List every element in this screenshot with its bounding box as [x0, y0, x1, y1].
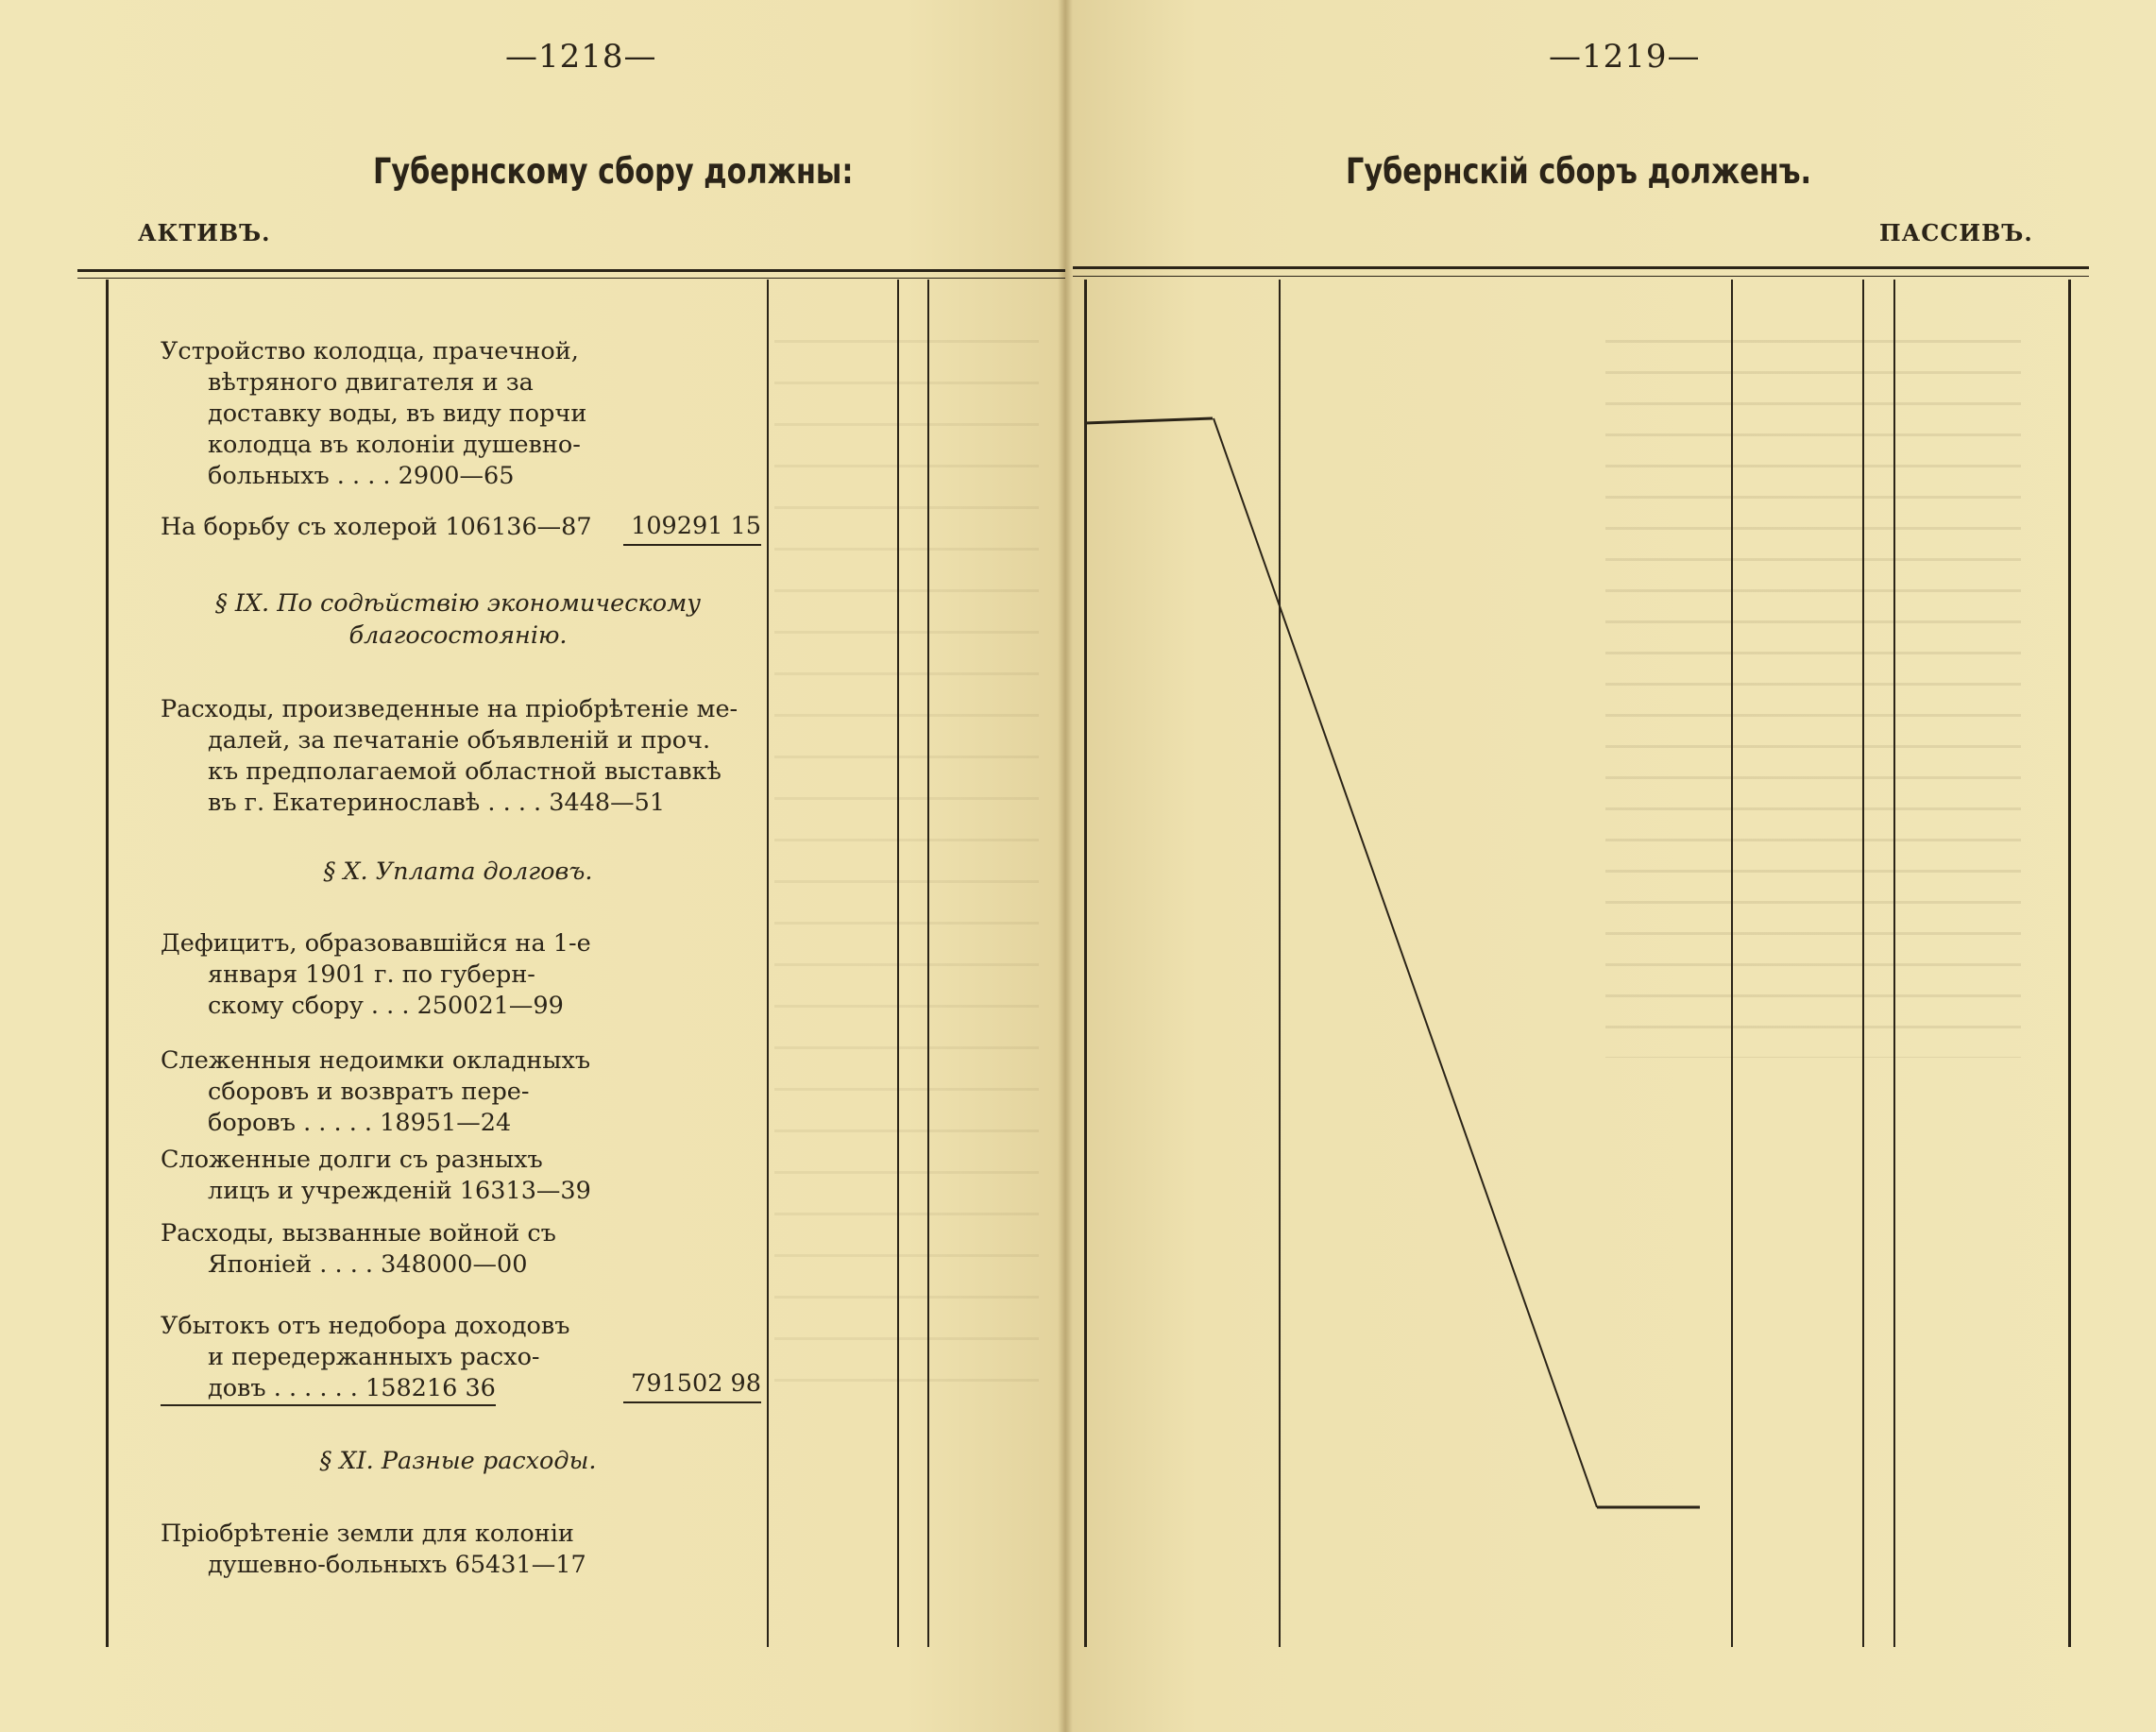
entry-line: Сложенные долги съ разныхъ	[161, 1146, 543, 1174]
top-rule-left	[77, 269, 1065, 272]
entry-line: сборовъ и возвратъ пере-	[208, 1078, 530, 1106]
section-line: § IX. По содѣйствію экономическому	[214, 589, 702, 618]
entry-line: доставку воды, въ виду порчи	[208, 399, 587, 428]
column-rule	[927, 280, 929, 1647]
page-number: —1219—	[1549, 38, 1701, 76]
entry-line: Японіей . . . . 348000—00	[208, 1250, 528, 1279]
ledger-entry	[161, 1218, 604, 1281]
entry-line: лицъ и учрежденій 16313—39	[208, 1177, 591, 1205]
ledger-entry	[161, 1045, 604, 1139]
entry-line: января 1901 г. по губерн-	[208, 960, 535, 989]
cancellation-stroke	[1065, 0, 1726, 1732]
ledger-entry	[161, 336, 604, 492]
section-heading	[161, 587, 755, 652]
entry-line: Устройство колодца, прачечной,	[161, 337, 579, 365]
column-rule	[897, 280, 899, 1647]
ledger-entry	[161, 928, 604, 1022]
entry-line: Пріобрѣтеніе земли для колоніи	[161, 1520, 574, 1548]
page-heading: Губернскому сбору должны:	[373, 151, 854, 192]
section-heading	[161, 1445, 755, 1477]
section-heading	[161, 856, 755, 888]
ledger-entry	[161, 694, 765, 819]
ledger-entry	[161, 512, 604, 543]
section-line: благосостоянію.	[348, 621, 568, 650]
entry-line: колодца въ колоніи душевно-	[208, 431, 581, 459]
entry-line: и передержанныхъ расхо-	[208, 1343, 540, 1371]
column-rule	[1862, 280, 1864, 1647]
entry-line: Расходы, произведенные на пріобрѣтеніе ме-	[161, 695, 738, 723]
ledger-entry	[161, 1519, 604, 1581]
entry-line: скому сбору . . . 250021—99	[208, 992, 564, 1020]
entry-line: въ г. Екатеринославѣ . . . . 3448—51	[208, 789, 666, 817]
entry-line: Расходы, вызванные войной съ	[161, 1219, 556, 1248]
ledger-entry	[161, 1311, 604, 1406]
subtotal-amount: 791502 98	[623, 1369, 761, 1403]
show-through-left	[774, 340, 1039, 1398]
entry-line: довъ . . . . . . 158216 36	[161, 1373, 496, 1406]
entry-line: къ предполагаемой областной выставкѣ	[208, 757, 721, 786]
section-line: § XI. Разные расходы.	[319, 1447, 597, 1475]
entry-line: Слеженныя недоимки окладныхъ	[161, 1046, 591, 1075]
side-label-active: АКТИВЪ.	[138, 219, 271, 246]
entry-line: Убытокъ отъ недобора доходовъ	[161, 1312, 570, 1340]
entry-line: На борьбу съ холерой 106136—87	[161, 513, 592, 541]
column-rule	[2068, 280, 2071, 1647]
column-rule	[106, 280, 109, 1647]
entry-line: больныхъ . . . . 2900—65	[208, 462, 515, 490]
column-rule	[767, 280, 769, 1647]
section-line: § X. Уплата долговъ.	[323, 858, 593, 886]
page-number: —1218—	[505, 38, 657, 76]
entry-line: душевно-больныхъ 65431—17	[208, 1551, 586, 1579]
ledger-entry	[161, 1145, 604, 1207]
top-rule-left-thin	[77, 278, 1065, 279]
entry-line: Дефицитъ, образовавшійся на 1-е	[161, 929, 591, 958]
entry-line: вѣтряного двигателя и за	[208, 368, 534, 397]
subtotal-amount: 109291 15	[623, 512, 761, 546]
entry-line: боровъ . . . . . 18951—24	[208, 1109, 512, 1137]
entry-line: далей, за печатаніе объявленій и проч.	[208, 726, 711, 755]
column-rule	[1893, 280, 1895, 1647]
side-label-passive: ПАССИВЪ.	[1879, 219, 2033, 246]
column-rule	[1731, 280, 1733, 1647]
page-heading: Губернскій сборъ долженъ.	[1346, 151, 1812, 192]
